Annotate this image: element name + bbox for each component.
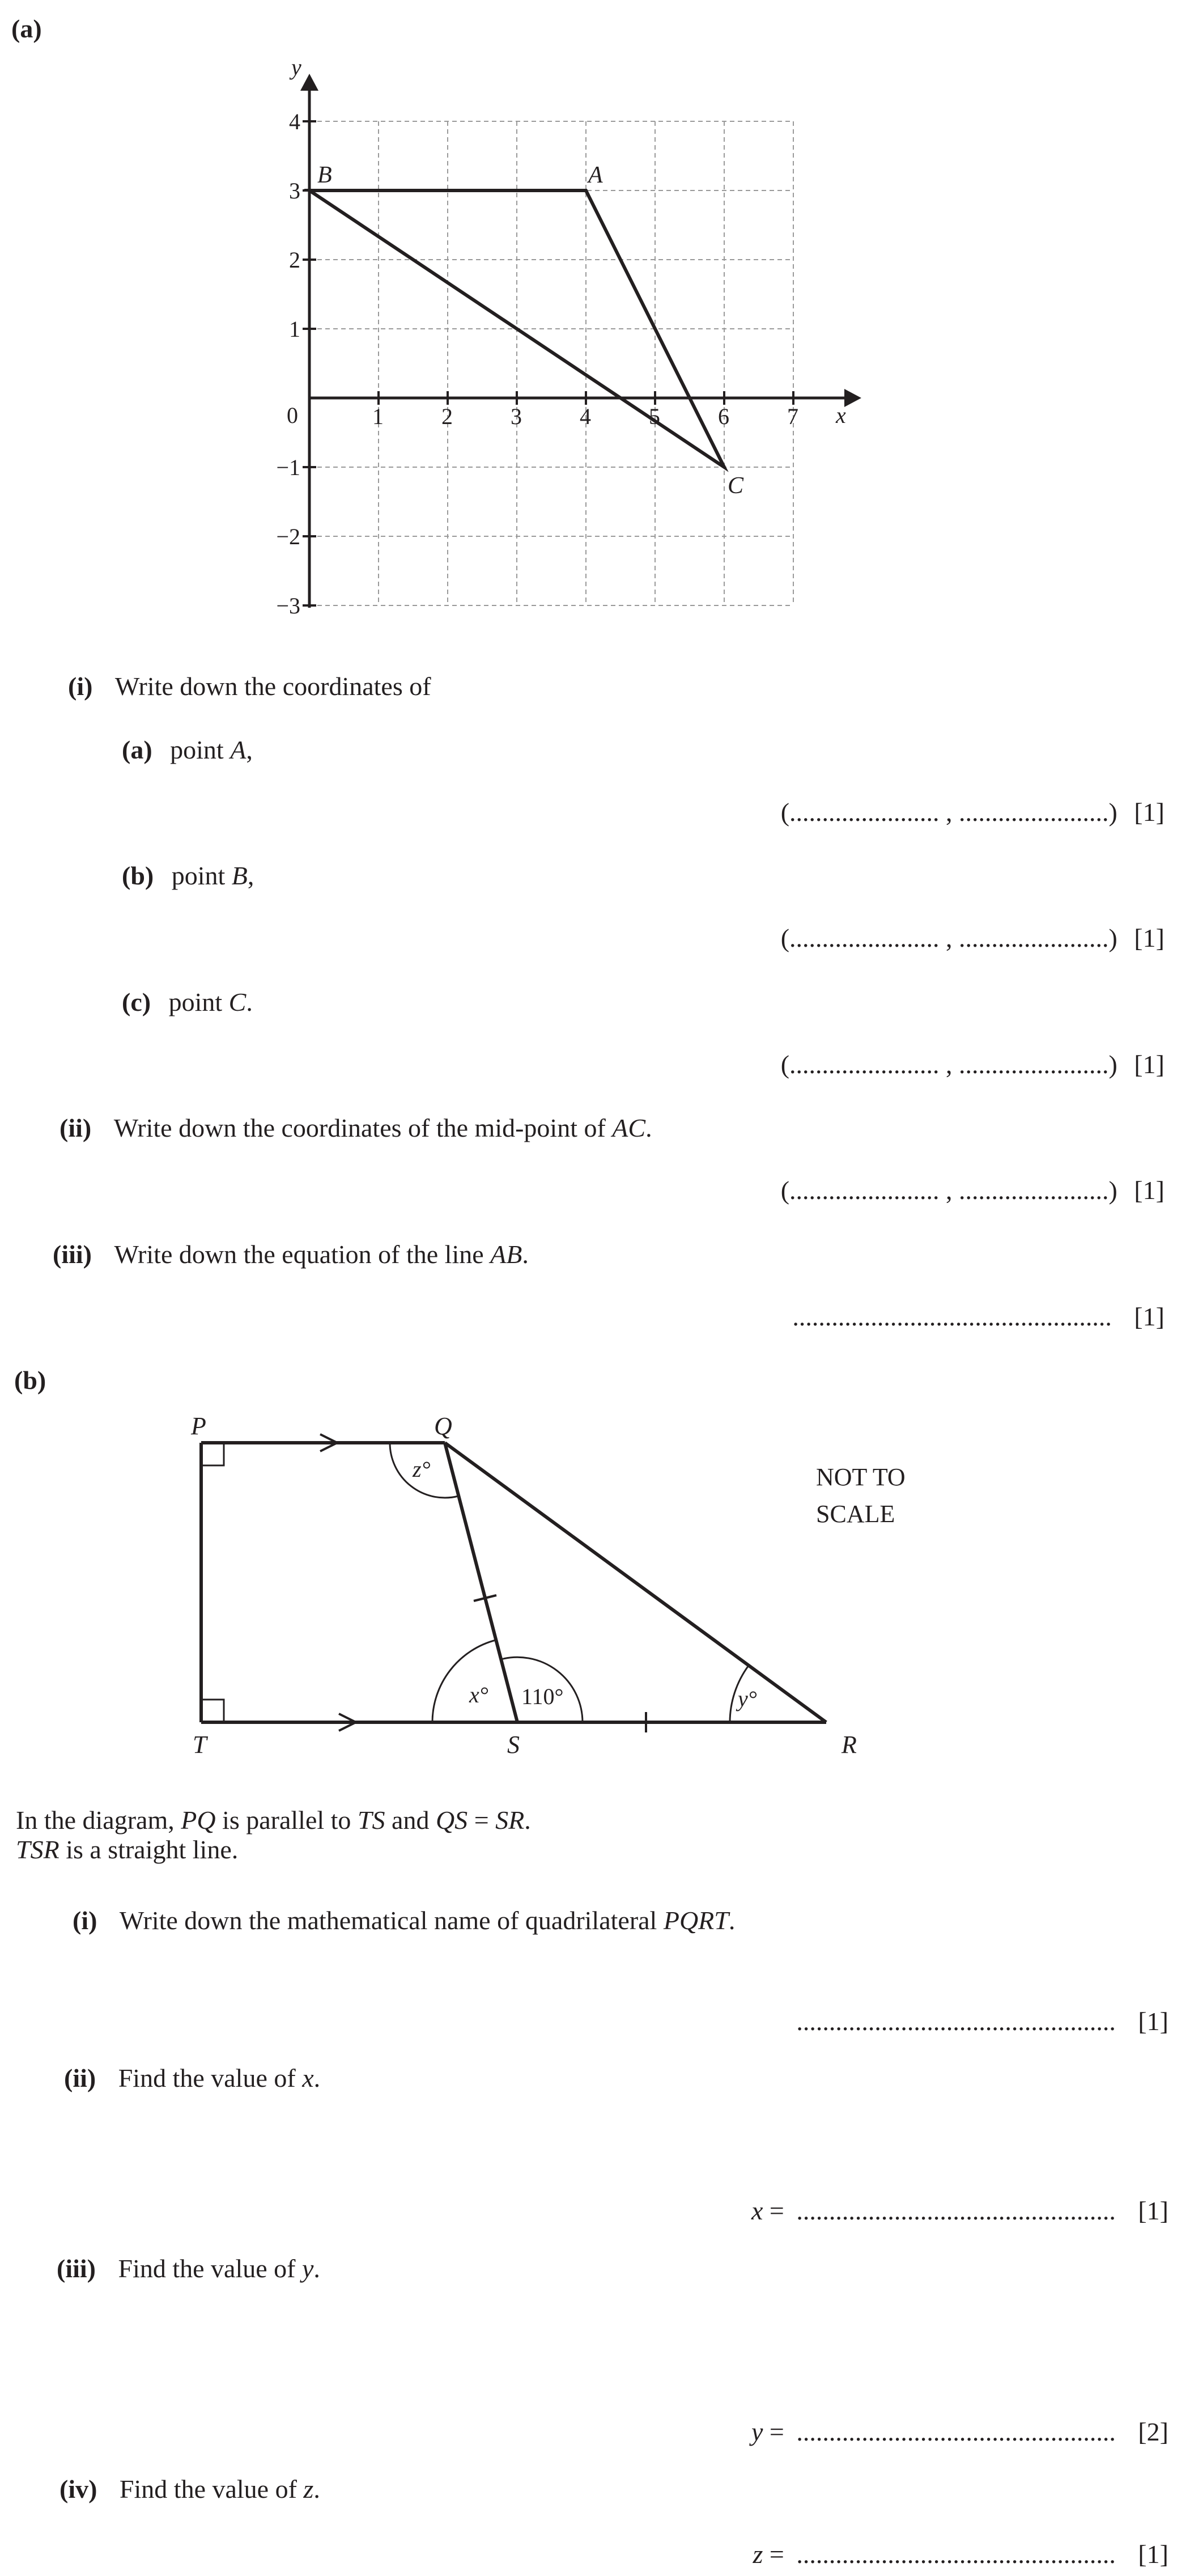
part-b-intro-line1: In the diagram, PQ is parallel to TS and QS = SR. [16,1806,531,1834]
answer-line-quadrilateral[interactable] [796,2009,1168,2035]
answer-line-midpoint[interactable] [781,1177,1164,1204]
question-number: (c) [122,988,151,1016]
mark-allocation: [1] [1138,2196,1168,2225]
y-tick-label: −2 [276,524,300,549]
question-text: Write down the coordinates of the mid-point of [113,1113,613,1142]
question-number: (ii) [60,1113,92,1142]
angle-x-label: x° [469,1682,488,1708]
question-b-i: (i) Write down the mathematical name of quadrilateral PQRT. [73,1906,736,1935]
part-b-intro-line2: TSR is a straight line. [16,1835,239,1864]
coordinate-answer-blank[interactable]: (....................... , .......................) [780,923,1117,952]
coordinate-answer-blank[interactable]: (....................... , .......................) [780,1050,1117,1079]
y-tick-label: 3 [289,178,300,204]
question-variable: AC [612,1113,646,1142]
x-axis-label: x [836,402,846,428]
question-text: point [171,861,232,890]
y-axis-label: y [291,54,301,80]
point-q-label: Q [434,1412,452,1440]
answer-line-x[interactable]: x = ................................................. [1] [751,2196,1168,2225]
point-b-label: B [317,162,332,188]
coordinate-graph [0,0,1190,635]
answer-line-y[interactable]: y = ................................................. [2] [751,2417,1168,2446]
point-a-label: A [588,162,603,188]
trapezium-diagram [0,1383,1190,1774]
question-text: Find the value of [118,2254,302,2283]
right-angle-t-icon [201,1700,224,1722]
question-variable: y [301,2254,314,2283]
side-qr [445,1443,826,1722]
question-number: (i) [68,672,93,701]
y-tick-label: 1 [289,316,300,342]
angle-z-label: z° [413,1456,431,1482]
question-number: (i) [73,1906,97,1935]
origin-label: 0 [287,402,298,428]
mark-allocation: [2] [1138,2417,1168,2446]
question-number: (iii) [57,2254,96,2283]
x-tick-label: 6 [718,404,729,429]
question-text: Write down the mathematical name of quadrilateral [119,1906,664,1935]
question-number: (b) [122,861,154,890]
right-angle-p-icon [201,1443,224,1465]
not-to-scale-line1: NOT TO [816,1463,906,1491]
mark-allocation: [1] [1134,923,1164,952]
mark-allocation: [1] [1134,1176,1164,1205]
mark-allocation: [1] [1134,1050,1164,1079]
y-tick-label: −1 [276,455,300,480]
question-number: (a) [122,735,152,764]
answer-variable: y [751,2417,763,2446]
point-t-label: T [193,1731,207,1759]
answer-line-z[interactable]: z = ................................................. [1] [753,2540,1168,2569]
mark-allocation: [1] [1134,798,1164,827]
x-tick-label: 3 [511,404,522,429]
question-text: point [170,735,231,764]
question-variable: AB [490,1240,522,1269]
y-axis-arrow-icon [300,74,318,91]
point-p-label: P [191,1412,206,1440]
question-variable: C [228,988,246,1016]
point-r-label: R [842,1731,857,1759]
question-b-ii: (ii) Find the value of x. [64,2064,321,2092]
question-number: (ii) [64,2064,96,2092]
question-number: (iv) [60,2475,97,2503]
coordinate-answer-blank[interactable]: (....................... , .......................) [780,1176,1117,1205]
question-text: Write down the coordinates of [114,672,431,701]
x-tick-label: 2 [441,404,453,429]
answer-line-point-b[interactable] [781,925,1164,951]
question-text: Find the value of [118,2064,303,2092]
coordinate-answer-blank[interactable]: (....................... , .......................) [780,798,1117,827]
x-answer-blank[interactable]: ................................................. [796,2196,1116,2225]
question-b-iv: (iv) Find the value of z. [60,2475,320,2503]
z-answer-blank[interactable]: ................................................. [796,2540,1116,2569]
x-tick-label: 4 [580,404,591,429]
question-number: (iii) [53,1240,92,1269]
not-to-scale-line2: SCALE [816,1500,895,1528]
quadrilateral-answer-blank[interactable]: ................................................. [796,2007,1116,2036]
question-text: Write down the equation of the line [114,1240,491,1269]
angle-y-label: y° [738,1686,757,1711]
angle-arc-x [432,1640,496,1722]
answer-line-point-c[interactable] [781,1052,1164,1078]
question-variable: PQRT [663,1906,729,1935]
x-tick-label: 7 [787,404,798,429]
x-tick-label: 5 [649,404,660,429]
question-variable: A [230,735,246,764]
part-b-label: (b) [14,1366,46,1395]
point-c-label: C [728,473,744,499]
question-a-i-b: (b) point B, [122,861,254,890]
y-answer-blank[interactable]: ................................................. [796,2417,1116,2446]
y-tick-label: 2 [289,247,300,273]
question-a-i [68,673,431,700]
angle-110-label: 110° [521,1684,564,1709]
y-tick-label: 4 [289,109,300,134]
side-qs [445,1443,517,1722]
graph-grid [309,121,793,605]
answer-variable: x [751,2196,763,2225]
x-tick-label: 1 [372,404,384,429]
question-a-iii: (iii) Write down the equation of the line AB. [53,1240,529,1269]
part-a-label: (a) [11,14,42,43]
question-text: Find the value of [119,2475,304,2503]
point-s-label: S [507,1731,520,1759]
mark-allocation: [1] [1138,2007,1168,2036]
mark-allocation: [1] [1134,1302,1164,1331]
question-a-i-a: (a) point A, [122,735,253,764]
answer-variable: z [753,2540,763,2569]
answer-line-point-a[interactable] [781,799,1164,825]
question-variable: B [231,861,248,890]
question-a-ii: (ii) Write down the coordinates of the mid-point of AC. [60,1113,652,1142]
question-b-iii: (iii) Find the value of y. [57,2254,320,2283]
x-axis-arrow-icon [844,389,861,407]
question-variable: z [303,2475,314,2503]
question-a-i-c: (c) point C. [122,988,253,1016]
mark-allocation: [1] [1138,2540,1168,2569]
answer-line-equation[interactable] [792,1304,1164,1330]
y-axis [300,74,318,608]
y-tick-label: −3 [276,593,300,618]
question-variable: x [302,2064,314,2092]
question-text: point [168,988,229,1016]
equation-answer-blank[interactable]: ................................................. [792,1302,1112,1331]
